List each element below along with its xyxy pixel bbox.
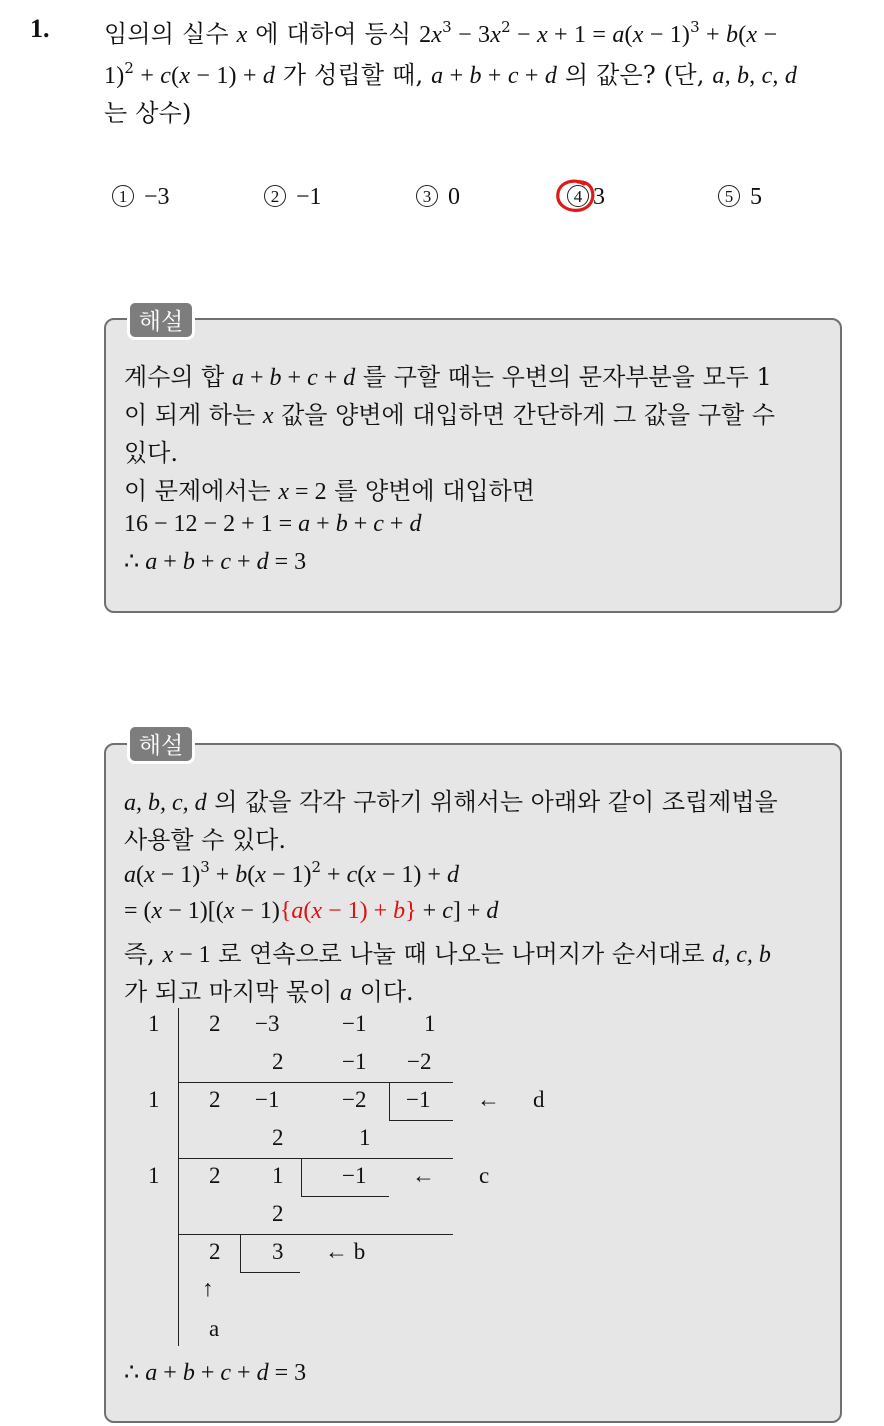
- sd-cell: 2: [209, 1163, 221, 1188]
- sd-rule: [240, 1234, 241, 1272]
- sd-cell: 2: [272, 1049, 284, 1074]
- sd-cell: −1: [255, 1087, 280, 1112]
- sd-cell: 1: [359, 1125, 371, 1150]
- choice-2[interactable]: 2 −1: [264, 184, 322, 211]
- choice-2-marker: 2: [264, 185, 286, 207]
- solution2-line-3: $a(x - 1)^3 + b(x - 1)^2 + c(x - 1) + d$: [124, 858, 459, 888]
- sd-label-d: d: [533, 1087, 545, 1112]
- sd-cell: −3: [255, 1011, 280, 1036]
- choice-1[interactable]: 1 −3: [112, 184, 170, 211]
- sd-rule: [301, 1158, 302, 1196]
- choice-3[interactable]: 3 0: [416, 184, 460, 211]
- choice-5[interactable]: 5 5: [718, 184, 762, 211]
- sd-divisor-3: 1: [148, 1163, 160, 1188]
- solution1-line-2: 이 되게 하는 x 값을 양변에 대입하면 간단하게 그 값을 구할 수: [124, 401, 775, 429]
- sd-cell: 2: [272, 1201, 284, 1226]
- solution2-conclusion: ∴ a + b + c + d = 3: [124, 1360, 307, 1386]
- choice-1-marker: 1: [112, 185, 134, 207]
- sd-cell: 2: [272, 1125, 284, 1150]
- solution-tab-2: 해설: [127, 724, 195, 764]
- sd-quotient-a: 2: [209, 1239, 221, 1264]
- sd-cell: −2: [342, 1087, 367, 1112]
- sd-rule: [240, 1272, 300, 1273]
- solution1-line-1: 계수의 합 a + b + c + d 를 구할 때는 우변의 문자부분을 모두 1: [124, 363, 772, 391]
- sd-remainder-c: −1: [342, 1163, 367, 1188]
- sd-rule: [301, 1196, 389, 1197]
- solution2-line-6: 가 되고 마지막 몫이 a 이다.: [124, 978, 414, 1006]
- question-line-1: 임의의 실수 x 에 대하여 등식 $2x^3 - 3x^2 - x + 1 = a(x - 1)^3 + b(x$ −: [104, 18, 778, 48]
- sd-divisor-2: 1: [148, 1087, 160, 1112]
- question-line-2: 1)$^2$ + c(x − 1) + d 가 성립할 때, a + b + c + d 의 값은? (단, a, b, c, d: [104, 59, 798, 89]
- sd-cell: 2: [209, 1087, 221, 1112]
- solution-tab-1: 해설: [127, 300, 195, 340]
- sd-rule: [178, 1082, 453, 1083]
- sd-label-c: c: [479, 1163, 490, 1188]
- choice-3-marker: 3: [416, 185, 438, 207]
- solution1-line-3: 있다.: [124, 439, 178, 467]
- sd-cell: 1: [272, 1163, 284, 1188]
- sd-cell: −1: [342, 1011, 367, 1036]
- sd-rule: [389, 1082, 390, 1120]
- choice-4[interactable]: 4 3: [567, 184, 605, 211]
- choice-4-marker: 4: [567, 185, 589, 207]
- sd-cell: −2: [407, 1049, 432, 1074]
- solution2-line-4: = (x − 1)[(x − 1){a(x − 1) + b} + c] + d: [124, 898, 499, 924]
- sd-remainder-d: −1: [406, 1087, 431, 1112]
- sd-cell: 1: [424, 1011, 436, 1036]
- sd-remainder-b: 3: [272, 1239, 284, 1264]
- solution1-line-4: 이 문제에서는 x = 2 를 양변에 대입하면: [124, 477, 535, 505]
- sd-arrow-up-icon: ↑: [202, 1276, 214, 1301]
- sd-cell: −1: [342, 1049, 367, 1074]
- sd-label-b: ← b: [325, 1239, 366, 1264]
- sd-divisor-1: 1: [148, 1011, 160, 1036]
- question-number: 1.: [30, 14, 50, 43]
- solution2-line-5: 즉, x − 1 로 연속으로 나눌 때 나오는 나머지가 순서대로 d, c, b: [124, 940, 771, 968]
- sd-vertical-rule: [178, 1008, 179, 1346]
- sd-arrow-left-icon: ←: [412, 1163, 435, 1188]
- solution2-line-1: a, b, c, d 의 값을 각각 구하기 위해서는 아래와 같이 조립제법을: [124, 788, 778, 816]
- solution1-line-6: ∴ a + b + c + d = 3: [124, 549, 307, 575]
- question-line-3: 는 상수): [104, 99, 192, 127]
- solution1-line-5: 16 − 12 − 2 + 1 = a + b + c + d: [124, 511, 422, 537]
- answer-circle-mark: [554, 177, 600, 215]
- sd-rule: [178, 1158, 453, 1159]
- choice-5-marker: 5: [718, 185, 740, 207]
- solution2-line-2: 사용할 수 있다.: [124, 826, 286, 854]
- sd-arrow-left-icon: ←: [477, 1087, 500, 1112]
- sd-cell: 2: [209, 1011, 221, 1036]
- sd-label-a: a: [209, 1316, 220, 1341]
- sd-rule: [389, 1120, 453, 1121]
- sd-rule: [178, 1234, 453, 1235]
